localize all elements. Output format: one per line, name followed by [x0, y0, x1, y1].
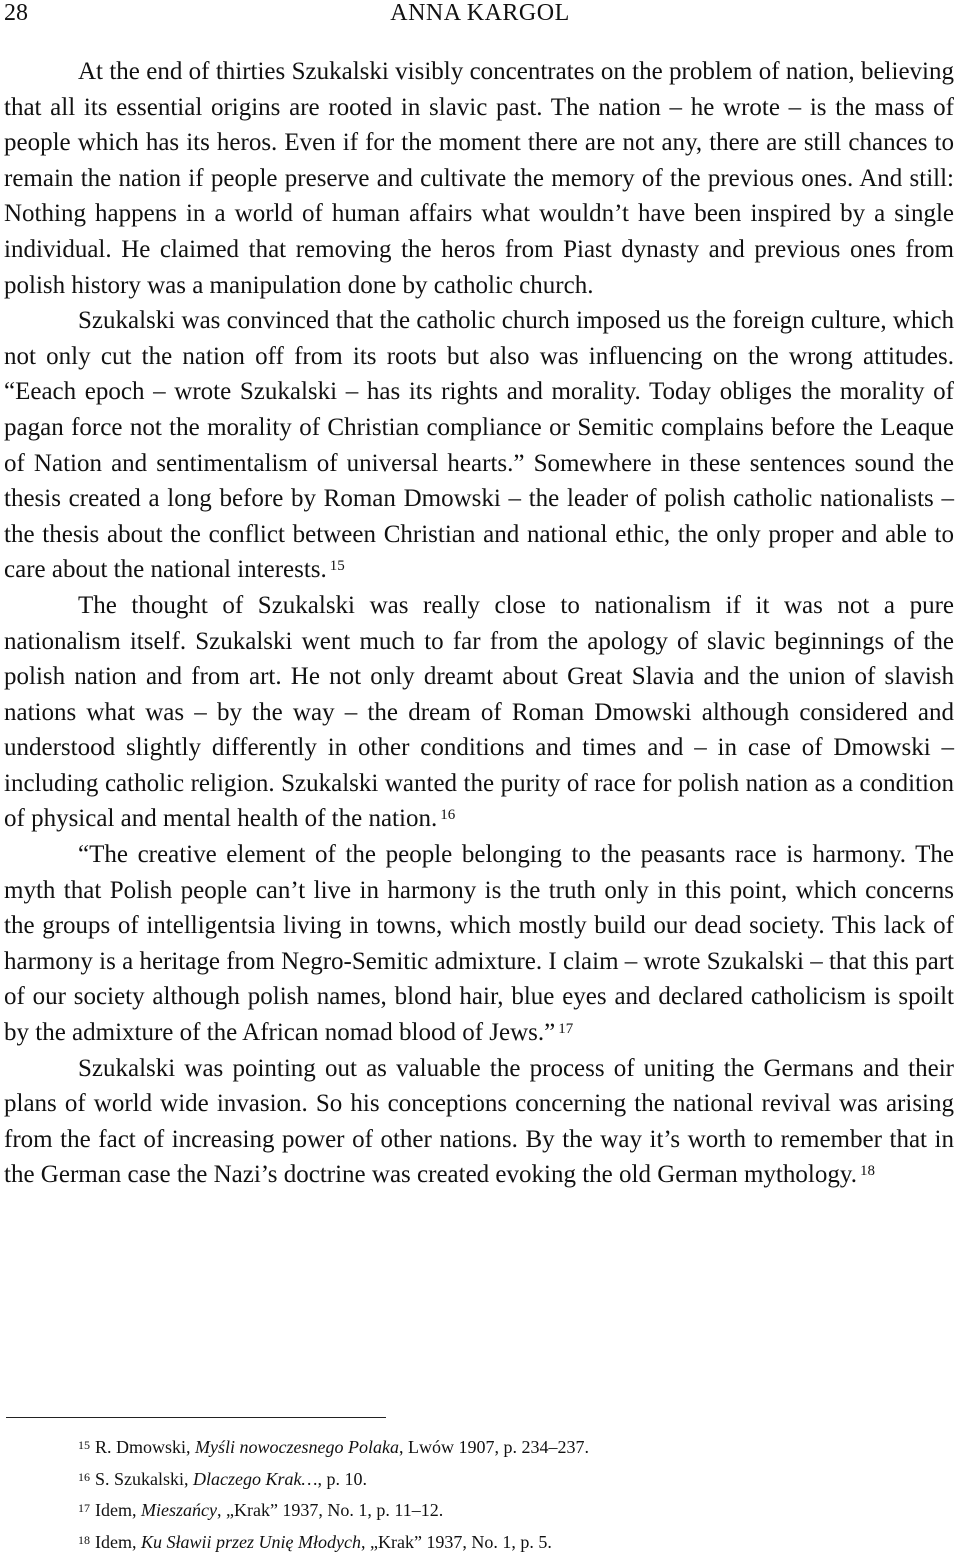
footnote-title: Ku Sławii przez Unię Młodych: [141, 1532, 361, 1552]
paragraph: [4, 54, 954, 303]
paragraph: [4, 837, 954, 1051]
paragraph-text: The thought of Szukalski was really close to nationalism if it was not a pure nationalism itself. Szukalski went much to far from the apology of slavic beginnings of the polish nation and from art. He not only dreamt about Great Slavia and the union of slavish nations what was – by the way – the dream of Roman Dmowski although considered and understood slightly differently in other conditions and times and – in case of Dmowski – including catholic religion. Szukalski wanted the purity of race for polish nation as a condition of physical and mental health of the nation.: [4, 592, 954, 833]
footnote-reference: 16: [440, 807, 455, 823]
footnote-number: 18: [78, 1533, 90, 1547]
paragraph-text: Szukalski was convinced that the catholic church imposed us the foreign culture, which not only cut the nation off from its roots but also was influencing on the wrong attitudes. “Eeach epoch – wrote Szukalski – has its rights and morality. Today obliges the morality of pagan force not the morality of Christian compliance or Semitic complains before the Leaque of Nation and sentimentalism of universal hearts.” Somewhere in these sentences sound the thesis created a long before by Roman Dmowski – the leader of polish catholic nationalists –the thesis about the conflict between Christian and national ethic, the only proper and able to care about the national interests.: [4, 307, 954, 583]
footnote-number: 16: [78, 1470, 90, 1484]
footnote-reference: 17: [558, 1021, 573, 1037]
footnote-author: R. Dmowski,: [95, 1437, 195, 1457]
footnote-item: [78, 1527, 938, 1558]
footnote-title: Dlaczego Krak…: [193, 1469, 318, 1489]
paragraph-text: “The creative element of the people belonging to the peasants race is harmony. The myth that Polish people can’t live in harmony is the truth only in this point, which concerns the groups of intelligentsia living in towns, which mostly build our dead society. This lack of harmony is a heritage from Negro-Semitic admixture. I claim – wrote Szukalski – that this part of our society although polish names, blond hair, blue eyes and declared catholicism is spoilt by the admixture of the African nomad blood of Jews.”: [4, 841, 954, 1046]
paragraph: [4, 1051, 954, 1193]
footnote-divider: [6, 1417, 386, 1418]
footnote-author: Idem,: [95, 1532, 141, 1552]
paragraph-text: At the end of thirties Szukalski visibly concentrates on the problem of nation, believing that all its essential origins are rooted in slavic past. The nation – he wrote – is the mass of people which has its heros. Even if for the moment there are not any, there are still chances to remain the nation if people preserve and cultivate the memory of the previous ones. And still: Nothing happens in a world of human affairs what wouldn’t have been inspired by a single individual. He claimed that removing the heros from Piast dynasty and previous ones from polish history was a manipulation done by catholic church.: [4, 58, 954, 299]
paragraph: [4, 303, 954, 588]
paragraph-text: Szukalski was pointing out as valuable the process of uniting the Germans and their plans of world wide invasion. So his conceptions concerning the national revival was arising from the fact of increasing power of other nations. By the way it’s worth to remember that in the German case the Nazi’s doctrine was created evoking the old German mythology.: [4, 1055, 954, 1189]
footnote-reference: 15: [330, 558, 345, 574]
footnote-details: , „Krak” 1937, No. 1, p. 5.: [361, 1532, 552, 1552]
footnote-details: , p. 10.: [318, 1469, 368, 1489]
body-text: [4, 54, 954, 1193]
footnote-author: S. Szukalski,: [95, 1469, 193, 1489]
footnote-number: 15: [78, 1438, 90, 1452]
footnotes: [78, 1432, 938, 1558]
running-head: [0, 0, 960, 28]
footnote-title: Mieszańcy: [141, 1500, 217, 1520]
footnote-details: , „Krak” 1937, No. 1, p. 11–12.: [217, 1500, 443, 1520]
footnote-item: [78, 1464, 938, 1496]
footnote-reference: 18: [860, 1163, 875, 1179]
footnote-number: 17: [78, 1501, 90, 1515]
footnote-item: [78, 1432, 938, 1464]
paragraph: [4, 588, 954, 837]
footnote-author: Idem,: [95, 1500, 141, 1520]
footnote-details: , Lwów 1907, p. 234–237.: [399, 1437, 589, 1457]
running-head-author: ANNA KARGOL: [0, 0, 960, 26]
page-number: 28: [4, 0, 28, 26]
footnote-item: [78, 1495, 938, 1527]
footnote-title: Myśli nowoczesnego Polaka: [195, 1437, 399, 1457]
